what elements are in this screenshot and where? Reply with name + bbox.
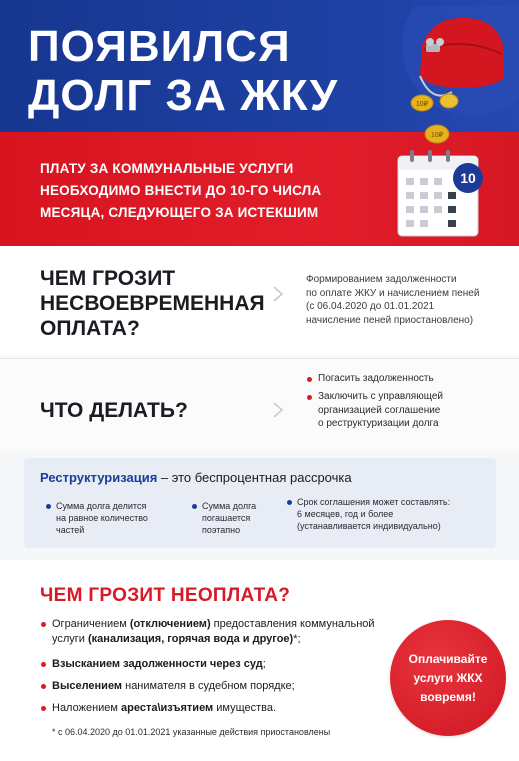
what-to-do-heading: ЧТО ДЕЛАТЬ? xyxy=(40,399,188,422)
list-item-text: ; xyxy=(262,658,266,670)
bullet-icon xyxy=(41,706,46,711)
list-item-text: Ограничением xyxy=(52,618,130,630)
badge-line: Оплачивайте xyxy=(408,651,488,666)
coin-icon xyxy=(411,95,433,111)
banner-line-3: МЕСЯЦА, СЛЕДУЮЩЕГО ЗА ИСТЕКШИМ xyxy=(40,205,319,220)
list-item xyxy=(202,500,256,536)
list-item-text: 6 месяцев, год и более xyxy=(297,509,394,519)
list-item-emphasis: (отключением) xyxy=(129,618,211,630)
list-item xyxy=(56,500,148,536)
list-item xyxy=(52,657,382,672)
restructuring-heading xyxy=(40,470,352,485)
restructuring-term: Реструктуризация xyxy=(40,470,158,485)
heading-line: НЕСВОЕВРЕМЕННАЯ xyxy=(40,292,265,315)
list-item-text: о реструктуризации долга xyxy=(318,418,439,429)
list-item-text: частей xyxy=(56,525,85,535)
svg-text:10₽: 10₽ xyxy=(430,132,444,139)
list-item xyxy=(52,617,382,647)
bullet-icon xyxy=(41,684,46,689)
list-item-text: Срок соглашения может составлять: xyxy=(297,497,451,507)
restructuring-definition: – это беспроцентная рассрочка xyxy=(157,470,352,485)
list-item xyxy=(318,390,443,431)
bullet-icon xyxy=(41,622,46,627)
list-item-text: Сумма долга делится xyxy=(56,501,147,511)
list-item xyxy=(52,701,382,716)
list-item-text: нанимателя в судебном порядке; xyxy=(122,680,295,692)
list-item-text: Заключить с управляющей xyxy=(318,391,443,402)
svg-text:10: 10 xyxy=(460,170,476,186)
note-line: по оплате ЖКУ и начислением пеней xyxy=(306,287,480,299)
nonpayment-heading: ЧЕМ ГРОЗИТ НЕОПЛАТА? xyxy=(40,585,291,606)
list-item-emphasis: Взысканием задолженности через суд xyxy=(52,658,263,670)
list-item-text: на равное количество xyxy=(56,513,148,523)
heading-line: ЧЕМ ГРОЗИТ xyxy=(40,267,176,290)
calendar-icon xyxy=(398,150,483,236)
list-item-emphasis: (канализация, горячая вода и другое) xyxy=(88,633,294,645)
list-item-text: поэтапно xyxy=(202,525,241,535)
banner-line-2: НЕОБХОДИМО ВНЕСТИ ДО 10-ГО ЧИСЛА xyxy=(40,183,322,198)
list-item-text: Сумма долга xyxy=(202,501,257,511)
list-item-emphasis: ареста\изъятием xyxy=(121,702,214,714)
list-item-text: (устанавливается индивидуально) xyxy=(297,521,441,531)
chevron-right-icon xyxy=(268,400,288,420)
list-item xyxy=(297,496,450,532)
bullet-icon xyxy=(192,504,197,509)
note-line: начисление пеней приостановлено) xyxy=(306,314,474,326)
heading-line: ОПЛАТА? xyxy=(40,317,140,340)
list-item-text: организацией соглашение xyxy=(318,404,441,416)
badge-line: вовремя! xyxy=(420,689,476,704)
title-line-2: ДОЛГ ЗА ЖКУ xyxy=(28,71,339,120)
list-item xyxy=(318,372,434,386)
wallet-icon xyxy=(420,18,504,96)
list-item-text: Погасить задолженность xyxy=(318,373,434,384)
wallet-illustration xyxy=(392,6,519,246)
list-item xyxy=(52,679,382,694)
bullet-icon xyxy=(41,662,46,667)
title-line-1: ПОЯВИЛСЯ xyxy=(28,22,291,71)
note-line: (с 06.04.2020 до 01.01.2021 xyxy=(306,301,435,312)
page-title xyxy=(28,22,388,120)
list-item-text: предоставления коммунальной услуги xyxy=(52,618,375,645)
note-line: Формированием задолженности xyxy=(306,274,457,285)
bullet-icon xyxy=(307,395,312,400)
chevron-right-icon xyxy=(268,284,288,304)
bullet-icon xyxy=(307,377,312,382)
badge-line: услуги ЖКХ xyxy=(413,670,483,685)
late-payment-heading xyxy=(40,266,265,341)
late-payment-note xyxy=(306,273,479,327)
list-item-emphasis: Выселением xyxy=(52,680,123,692)
footnote: * с 06.04.2020 до 01.01.2021 указанные действия приостановлены xyxy=(52,727,331,737)
list-item-text: имущества. xyxy=(213,702,277,714)
list-item-text: *; xyxy=(293,633,301,645)
banner-line-1: ПЛАТУ ЗА КОММУНАЛЬНЫЕ УСЛУГИ xyxy=(40,161,294,176)
list-item-text: Наложением xyxy=(52,702,122,714)
list-item-text: погашается xyxy=(202,513,251,523)
banner-text xyxy=(40,158,340,224)
coin-icon xyxy=(440,94,458,108)
coin-icon xyxy=(425,125,449,143)
pay-on-time-badge xyxy=(390,620,506,736)
svg-text:10₽: 10₽ xyxy=(415,101,429,108)
bullet-icon xyxy=(287,500,292,505)
bullet-icon xyxy=(46,504,51,509)
